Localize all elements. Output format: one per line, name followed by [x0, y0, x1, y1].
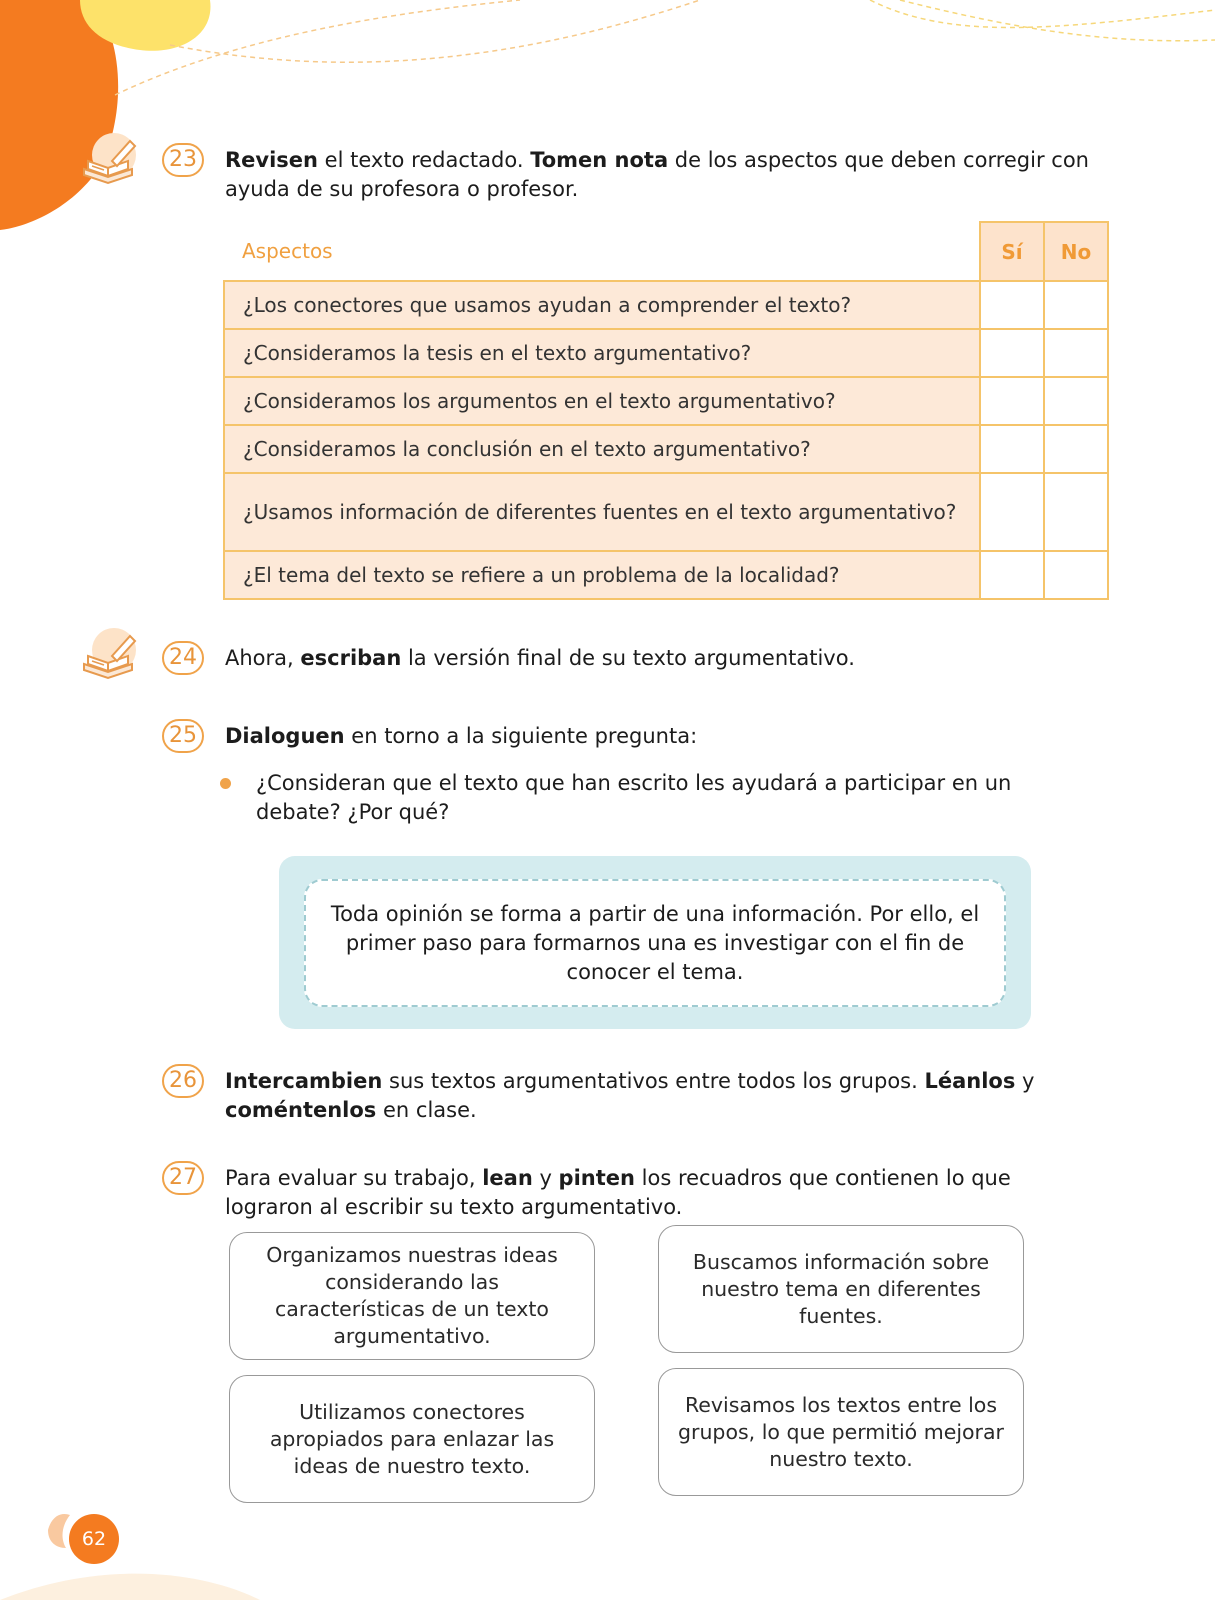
text: la versión final de su texto argumentativo. [401, 646, 855, 670]
step-number-23: 23 [162, 143, 204, 177]
yes-checkbox-cell[interactable] [980, 281, 1044, 329]
table-row [224, 329, 1108, 377]
no-checkbox-cell[interactable] [1044, 281, 1108, 329]
step-25-instruction [225, 722, 1105, 751]
yes-checkbox-cell[interactable] [980, 473, 1044, 551]
yes-checkbox-cell[interactable] [980, 329, 1044, 377]
text: en clase. [376, 1098, 477, 1122]
bold-verb: lean [482, 1166, 533, 1190]
text: los recuadros que contienen lo que lograron al escribir su texto argumentativo. [225, 1166, 1011, 1219]
step-23-instruction [225, 146, 1105, 204]
step-27-instruction [225, 1164, 1105, 1222]
dashed-curve [170, 0, 700, 62]
no-checkbox-cell[interactable] [1044, 329, 1108, 377]
yes-checkbox-cell[interactable] [980, 551, 1044, 599]
text: el texto redactado. [318, 148, 531, 172]
text: en torno a la siguiente pregunta: [344, 724, 698, 748]
bold-verb: coméntenlos [225, 1098, 377, 1122]
step-number-27: 27 [162, 1161, 204, 1195]
bold-verb: escriban [300, 646, 402, 670]
self-evaluation-box[interactable]: Buscamos información sobre nuestro tema en diferentes fuentes. [658, 1225, 1024, 1353]
bottom-blob [0, 1574, 260, 1600]
table-question: ¿Consideramos la conclusión en el texto argumentativo? [224, 425, 980, 473]
yes-checkbox-cell[interactable] [980, 377, 1044, 425]
step-number-24: 24 [162, 641, 204, 675]
table-question: ¿Usamos información de diferentes fuentes en el texto argumentativo? [224, 473, 980, 551]
bold-verb: pinten [558, 1166, 635, 1190]
no-checkbox-cell[interactable] [1044, 473, 1108, 551]
step-26-instruction [225, 1067, 1105, 1125]
text: Ahora, [225, 646, 301, 670]
table-row [224, 551, 1108, 599]
text: de los aspectos que deben corregir con ayuda de su profesora o profesor. [225, 148, 1089, 201]
text: Para evaluar su trabajo, [225, 1166, 483, 1190]
no-checkbox-cell[interactable] [1044, 377, 1108, 425]
book-pencil-icon [78, 131, 138, 191]
step-25-question: ¿Consideran que el texto que han escrito les ayudará a participar en un debate? ¿Por qué? [256, 771, 1012, 824]
book-pencil-icon [78, 626, 138, 686]
bullet-dot-icon [220, 778, 231, 789]
text: sus textos argumentativos entre todos los grupos. [382, 1069, 925, 1093]
table-row [224, 473, 1108, 551]
table-row [224, 281, 1108, 329]
step-number-26: 26 [162, 1064, 204, 1098]
dashed-curve [900, 0, 1215, 41]
table-question: ¿Consideramos la tesis en el texto argumentativo? [224, 329, 980, 377]
table-header-no: No [1044, 222, 1108, 281]
text: y [1015, 1069, 1035, 1093]
step-24-instruction [225, 644, 1105, 673]
self-evaluation-box[interactable]: Organizamos nuestras ideas considerando las características de un texto argumentativo. [229, 1232, 595, 1360]
no-checkbox-cell[interactable] [1044, 425, 1108, 473]
table-header-yes: Sí [980, 222, 1044, 281]
yes-checkbox-cell[interactable] [980, 425, 1044, 473]
page-number: 62 [69, 1514, 119, 1564]
review-checklist-table [223, 221, 1109, 600]
table-row [224, 425, 1108, 473]
table-question: ¿El tema del texto se refiere a un problema de la localidad? [224, 551, 980, 599]
bold-verb: Revisen [225, 148, 318, 172]
bold-verb: Intercambien [225, 1069, 383, 1093]
bold-verb: Léanlos [924, 1069, 1016, 1093]
self-evaluation-box[interactable]: Revisamos los textos entre los grupos, lo que permitió mejorar nuestro texto. [658, 1368, 1024, 1496]
table-row [224, 377, 1108, 425]
dashed-curve [870, 0, 1215, 28]
text: y [532, 1166, 559, 1190]
table-question: ¿Consideramos los argumentos en el texto argumentativo? [224, 377, 980, 425]
bold-verb: Dialoguen [225, 724, 345, 748]
step-number-25: 25 [162, 719, 204, 753]
info-note: Toda opinión se forma a partir de una información. Por ello, el primer paso para formarnos una es investigar con el fin de conocer el tema. [304, 879, 1006, 1007]
self-evaluation-box[interactable]: Utilizamos conectores apropiados para enlazar las ideas de nuestro texto. [229, 1375, 595, 1503]
page-num-leaf [48, 1514, 70, 1548]
no-checkbox-cell[interactable] [1044, 551, 1108, 599]
table-question: ¿Los conectores que usamos ayudan a comprender el texto? [224, 281, 980, 329]
table-header-aspects: Aspectos [242, 239, 333, 263]
bold-verb: Tomen nota [530, 148, 669, 172]
